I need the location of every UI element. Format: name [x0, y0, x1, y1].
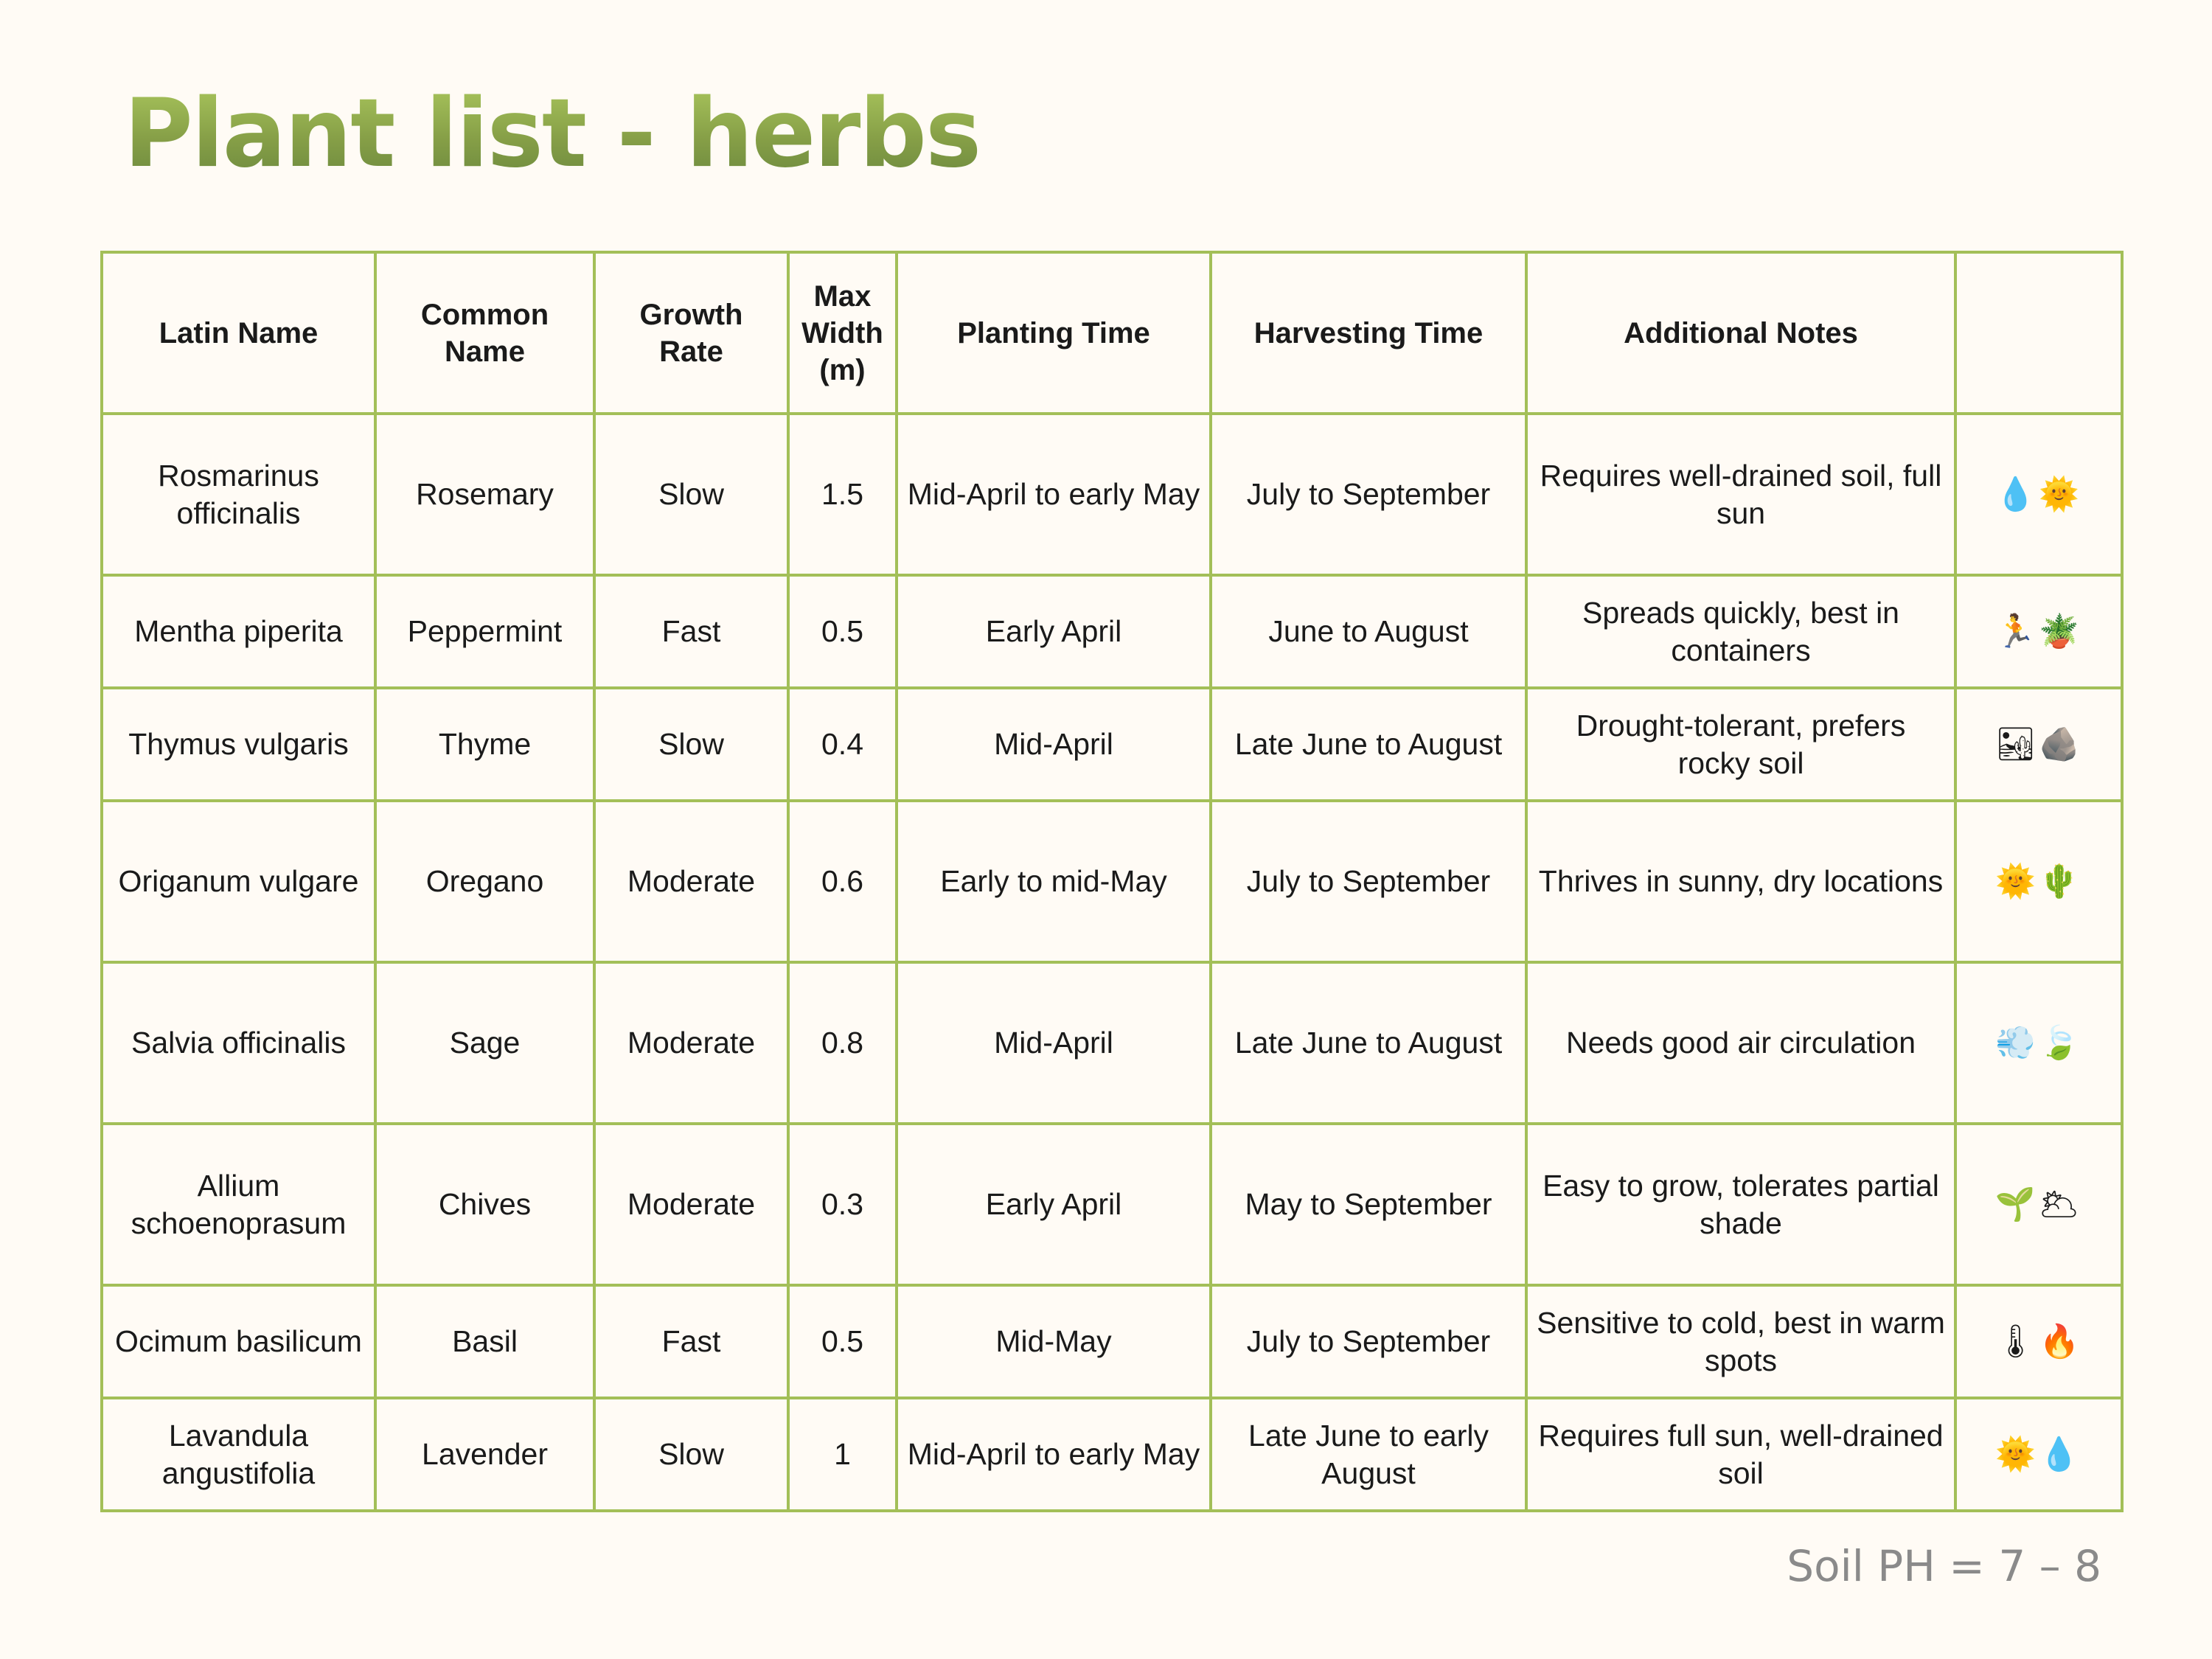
table-row [102, 1124, 2122, 1285]
header-latin-name: Latin Name [102, 252, 375, 414]
cell-latin-name: Thymus vulgaris [102, 688, 375, 801]
cell-additional-notes: Drought-tolerant, prefers rocky soil [1526, 688, 1955, 801]
cell-max-width: 1.5 [788, 414, 897, 575]
cell-planting-time: Early to mid-May [897, 801, 1211, 962]
cell-harvesting-time: May to September [1211, 1124, 1526, 1285]
thermometer-fire-icon: 🌡🔥 [1955, 1285, 2122, 1398]
cell-planting-time: Early April [897, 575, 1211, 688]
cell-max-width: 1 [788, 1398, 897, 1511]
cell-max-width: 0.6 [788, 801, 897, 962]
cell-growth-rate: Slow [594, 688, 788, 801]
desert-rock-icon: 🏜🪨 [1955, 688, 2122, 801]
droplet-sun-icon: 💧🌞 [1955, 414, 2122, 575]
table-row [102, 801, 2122, 962]
cell-harvesting-time: July to September [1211, 1285, 1526, 1398]
table-header-row [102, 252, 2122, 414]
header-harvesting-time: Harvesting Time [1211, 252, 1526, 414]
cell-common-name: Peppermint [375, 575, 594, 688]
cell-additional-notes: Needs good air circulation [1526, 962, 1955, 1124]
cell-common-name: Lavender [375, 1398, 594, 1511]
table-row [102, 1398, 2122, 1511]
cell-growth-rate: Fast [594, 1285, 788, 1398]
cell-max-width: 0.3 [788, 1124, 897, 1285]
cell-planting-time: Mid-April [897, 688, 1211, 801]
cell-max-width: 0.5 [788, 1285, 897, 1398]
soil-ph-note: Soil PH = 7 – 8 [1787, 1541, 2101, 1591]
cell-growth-rate: Moderate [594, 1124, 788, 1285]
cell-common-name: Sage [375, 962, 594, 1124]
cell-latin-name: Rosmarinus officinalis [102, 414, 375, 575]
cell-growth-rate: Moderate [594, 801, 788, 962]
cell-growth-rate: Slow [594, 414, 788, 575]
cell-max-width: 0.4 [788, 688, 897, 801]
header-common-name: Common Name [375, 252, 594, 414]
runner-pot-icon: 🏃🪴 [1955, 575, 2122, 688]
cell-additional-notes: Thrives in sunny, dry locations [1526, 801, 1955, 962]
header-planting-time: Planting Time [897, 252, 1211, 414]
cell-growth-rate: Moderate [594, 962, 788, 1124]
table-row [102, 575, 2122, 688]
table-row [102, 962, 2122, 1124]
header-max-width: Max Width (m) [788, 252, 897, 414]
cell-harvesting-time: Late June to August [1211, 962, 1526, 1124]
header-growth-rate: Growth Rate [594, 252, 788, 414]
cell-harvesting-time: July to September [1211, 801, 1526, 962]
cell-harvesting-time: July to September [1211, 414, 1526, 575]
sun-droplet-icon: 🌞💧 [1955, 1398, 2122, 1511]
cell-common-name: Thyme [375, 688, 594, 801]
cell-max-width: 0.5 [788, 575, 897, 688]
cell-additional-notes: Requires well-drained soil, full sun [1526, 414, 1955, 575]
cell-common-name: Basil [375, 1285, 594, 1398]
cell-latin-name: Ocimum basilicum [102, 1285, 375, 1398]
cell-harvesting-time: Late June to August [1211, 688, 1526, 801]
cell-growth-rate: Slow [594, 1398, 788, 1511]
cell-growth-rate: Fast [594, 575, 788, 688]
table-row [102, 414, 2122, 575]
cell-common-name: Chives [375, 1124, 594, 1285]
cell-common-name: Oregano [375, 801, 594, 962]
cell-latin-name: Mentha piperita [102, 575, 375, 688]
cell-additional-notes: Easy to grow, tolerates partial shade [1526, 1124, 1955, 1285]
sun-cactus-icon: 🌞🌵 [1955, 801, 2122, 962]
header-icons [1955, 252, 2122, 414]
cell-additional-notes: Requires full sun, well-drained soil [1526, 1398, 1955, 1511]
cell-planting-time: Mid-April to early May [897, 414, 1211, 575]
cell-planting-time: Early April [897, 1124, 1211, 1285]
page-title: Plant list - herbs [124, 79, 981, 189]
cell-max-width: 0.8 [788, 962, 897, 1124]
cell-harvesting-time: Late June to early August [1211, 1398, 1526, 1511]
cell-planting-time: Mid-April to early May [897, 1398, 1211, 1511]
wind-leaf-icon: 💨🍃 [1955, 962, 2122, 1124]
cell-planting-time: Mid-May [897, 1285, 1211, 1398]
cell-common-name: Rosemary [375, 414, 594, 575]
table-row [102, 688, 2122, 801]
cell-latin-name: Allium schoenoprasum [102, 1124, 375, 1285]
table-row [102, 1285, 2122, 1398]
seedling-cloud-sun-icon: 🌱🌥 [1955, 1124, 2122, 1285]
cell-harvesting-time: June to August [1211, 575, 1526, 688]
cell-latin-name: Lavandula angustifolia [102, 1398, 375, 1511]
cell-latin-name: Salvia officinalis [102, 962, 375, 1124]
cell-additional-notes: Spreads quickly, best in containers [1526, 575, 1955, 688]
header-additional-notes: Additional Notes [1526, 252, 1955, 414]
cell-latin-name: Origanum vulgare [102, 801, 375, 962]
plant-table [100, 251, 2124, 1512]
cell-planting-time: Mid-April [897, 962, 1211, 1124]
cell-additional-notes: Sensitive to cold, best in warm spots [1526, 1285, 1955, 1398]
